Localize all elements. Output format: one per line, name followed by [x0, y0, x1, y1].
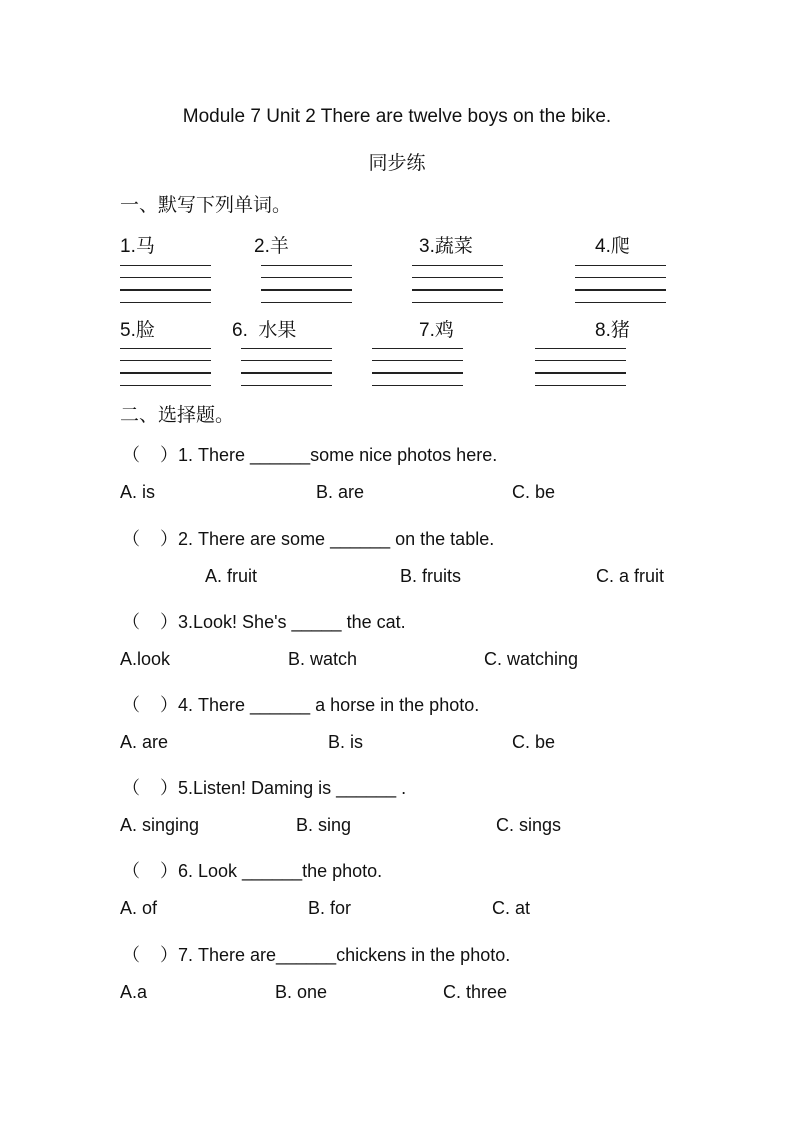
- q3-option-c: C. watching: [484, 649, 579, 669]
- q2-option-c: C. a fruit: [596, 566, 665, 586]
- word-prompt-4: 4.爬: [595, 236, 630, 257]
- word-prompt-3: 3.蔬菜: [419, 236, 473, 257]
- writing-lines-6[interactable]: [241, 348, 332, 388]
- q3-option-b: B. watch: [288, 649, 358, 669]
- word-prompt-2: 2.羊: [254, 236, 289, 257]
- writing-lines-8[interactable]: [535, 348, 626, 388]
- q2-option-a: A. fruit: [205, 566, 258, 586]
- q1-option-c: C. be: [512, 482, 556, 502]
- q7-option-a: A.a: [120, 982, 148, 1002]
- q6-option-c: C. at: [492, 898, 531, 918]
- q6-option-a: A. of: [120, 898, 158, 918]
- q6-option-b: B. for: [308, 898, 352, 918]
- writing-lines-4[interactable]: [575, 265, 666, 305]
- q7-option-c: C. three: [443, 982, 508, 1002]
- question-7: （ ）7. There are______chickens in the photo.: [122, 945, 511, 965]
- question-4: （ ）4. There ______ a horse in the photo.: [122, 695, 480, 715]
- question-6: （ ）6. Look ______the photo.: [122, 861, 383, 881]
- page-subtitle: 同步练: [368, 153, 426, 174]
- word-prompt-1: 1.马: [120, 236, 155, 257]
- q4-option-c: C. be: [512, 732, 556, 752]
- question-1: （ ）1. There ______some nice photos here.: [122, 445, 498, 465]
- word-prompt-8: 8.猪: [595, 320, 630, 341]
- q4-option-a: A. are: [120, 732, 169, 752]
- question-2: （ ）2. There are some ______ on the table.: [122, 529, 495, 549]
- q5-option-c: C. sings: [496, 815, 562, 835]
- word-prompt-5: 5.脸: [120, 320, 155, 341]
- word-prompt-6: 6. 水果: [232, 320, 297, 341]
- q5-option-a: A. singing: [120, 815, 200, 835]
- word-prompt-7: 7.鸡: [419, 320, 454, 341]
- question-5: （ ）5.Listen! Daming is ______ .: [122, 778, 407, 798]
- section-1-heading: 一、默写下列单词。: [120, 195, 292, 216]
- writing-lines-7[interactable]: [372, 348, 463, 388]
- q7-option-b: B. one: [275, 982, 328, 1002]
- q1-option-a: A. is: [120, 482, 156, 502]
- section-2-heading: 二、选择题。: [120, 405, 235, 426]
- writing-lines-5[interactable]: [120, 348, 211, 388]
- q5-option-b: B. sing: [296, 815, 352, 835]
- writing-lines-2[interactable]: [261, 265, 352, 305]
- q2-option-b: B. fruits: [400, 566, 462, 586]
- q4-option-b: B. is: [328, 732, 364, 752]
- writing-lines-3[interactable]: [412, 265, 503, 305]
- page-title: Module 7 Unit 2 There are twelve boys on the bike.: [182, 106, 612, 127]
- question-3: （ ）3.Look! She's _____ the cat.: [122, 612, 406, 632]
- writing-lines-1[interactable]: [120, 265, 211, 305]
- q3-option-a: A.look: [120, 649, 171, 669]
- q1-option-b: B. are: [316, 482, 365, 502]
